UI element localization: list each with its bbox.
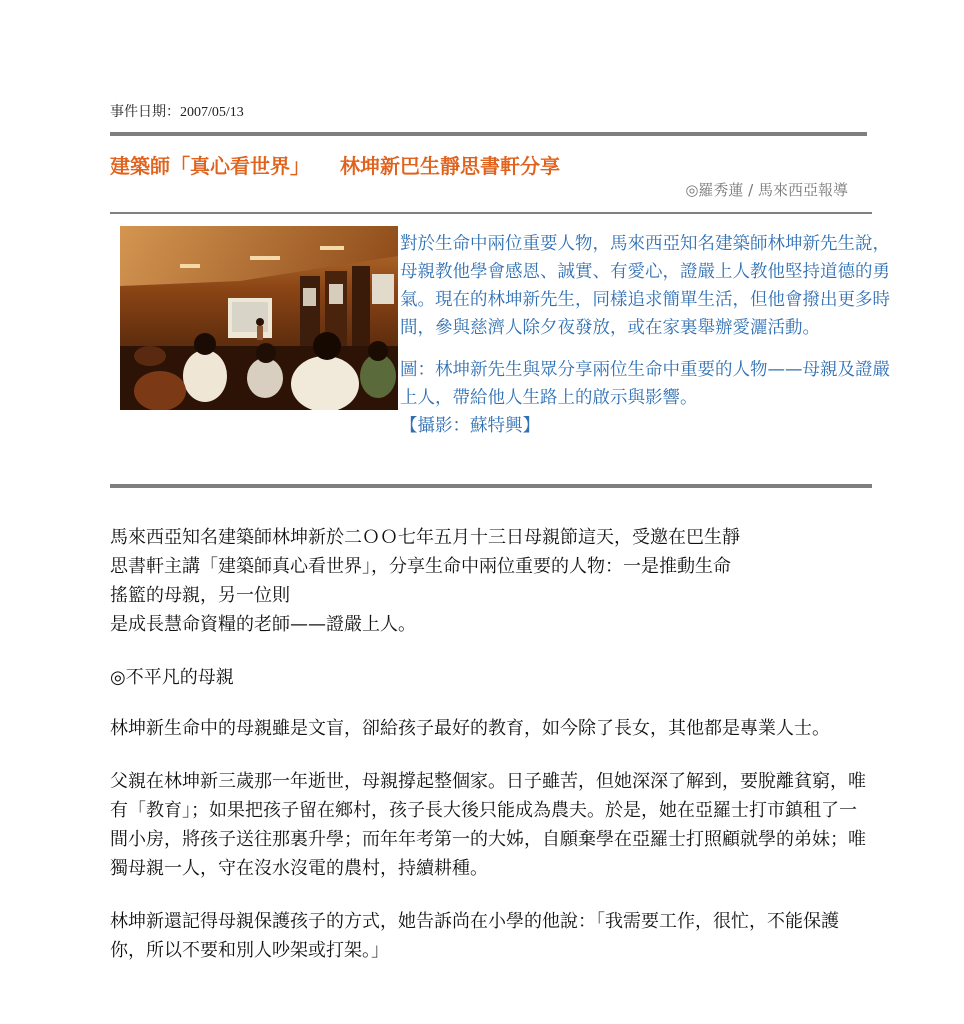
article-body xyxy=(110,523,870,989)
event-date-value: 2007/05/13 xyxy=(180,105,244,120)
middle-divider xyxy=(110,212,872,214)
top-divider xyxy=(110,132,867,136)
event-photo xyxy=(120,226,398,410)
paragraph-intro-line4: 是成長慧命資糧的老師——證嚴上人。 xyxy=(110,614,416,635)
paragraph-mother: 林坤新生命中的母親雖是文盲，卻給孩子最好的教育，如今除了長女，其他都是專業人士。 xyxy=(110,718,830,739)
event-photo-illustration xyxy=(120,226,398,410)
paragraph-father: 父親在林坤新三歲那一年逝世，母親撐起整個家。日子雖苦，但她深深了解到，要脫離貧窮，唯有「教育」；如果把孩子留在鄉村，孩子長大後只能成為農夫。於是，她在亞羅士打市鎮租了一間小房，將孩子送往那裏升學；而年年考第一的大姊，自願棄學在亞羅士打照顧就學的弟妹；唯獨母親一人，守在沒水沒電的農村，持續耕種。 xyxy=(110,771,866,879)
event-date-label: 事件日期： xyxy=(110,104,180,120)
paragraph-intro xyxy=(110,523,870,639)
bottom-divider xyxy=(110,484,872,488)
paragraph-intro-line3: 搖籃的母親，另一位則 xyxy=(110,585,290,606)
lead-block xyxy=(400,230,890,440)
article-headline xyxy=(110,150,560,179)
headline-part1: 建築師「真心看世界」 xyxy=(110,154,310,178)
section-subheading: ◎不平凡的母親 xyxy=(110,667,234,688)
photo-caption: 圖：林坤新先生與眾分享兩位生命中重要的人物——母親及證嚴上人，帶給他人生路上的啟示與影響。 xyxy=(400,360,890,408)
byline: ◎羅秀蓮 / 馬來西亞報導 xyxy=(685,181,848,199)
paragraph-intro-line2: 思書軒主講「建築師真心看世界」，分享生命中兩位重要的人物：一是推動生命 xyxy=(110,556,731,577)
event-date xyxy=(110,101,244,121)
lead-text: 對於生命中兩位重要人物，馬來西亞知名建築師林坤新先生說，母親教他學會感恩、誠實、有愛心，證嚴上人教他堅持道德的勇氣。現在的林坤新先生，同樣追求簡單生活，但他會撥出更多時間，參與慈濟人除夕夜發放，或在家裏舉辦愛灑活動。 xyxy=(400,234,890,338)
paragraph-memory: 林坤新還記得母親保護孩子的方式，她告訴尚在小學的他說：「我需要工作，很忙，不能保護你，所以不要和別人吵架或打架。」 xyxy=(110,911,839,961)
paragraph-intro-line1: 馬來西亞知名建築師林坤新於二ＯＯ七年五月十三日母親節這天，受邀在巴生靜 xyxy=(110,527,740,548)
headline-part2: 林坤新巴生靜思書軒分享 xyxy=(340,154,560,178)
photo-credit: 【攝影：蘇特興】 xyxy=(400,416,540,436)
